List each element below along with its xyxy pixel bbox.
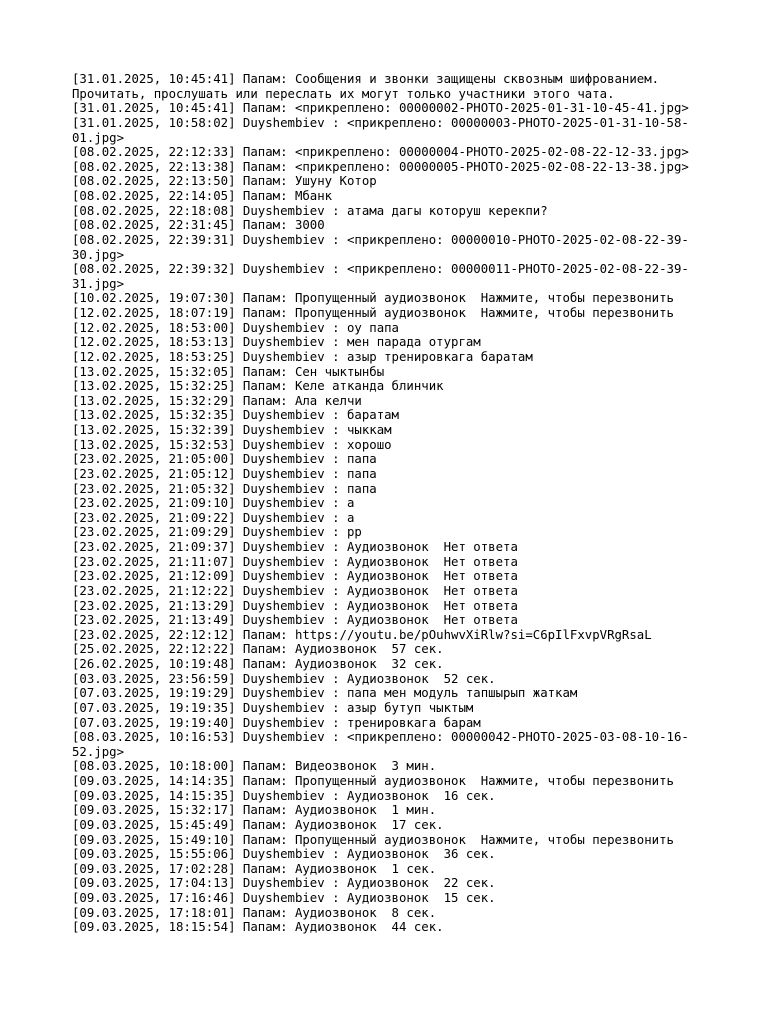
chat-log-line: [23.02.2025, 22:12:12] Папам: https://youtu.be/pOuhwvXiRlw?si=C6pIlFxvpVRgRsaL — [72, 627, 652, 642]
chat-log-line: [23.02.2025, 21:05:12] Duyshembiev : папа — [72, 466, 377, 481]
chat-log-line: [12.02.2025, 18:53:13] Duyshembiev : мен парада отургам — [72, 335, 481, 350]
chat-log-line: [08.02.2025, 22:39:31] Duyshembiev : <прикреплено: 00000010-PHOTO-2025-02-08-22-39- — [72, 232, 689, 247]
chat-log-line: [08.02.2025, 22:12:33] Папам: <прикреплено: 00000004-PHOTO-2025-02-08-22-12-33.jpg> — [72, 145, 689, 160]
chat-log-line: [07.03.2025, 19:19:35] Duyshembiev : азыр бутуп чыктым — [72, 700, 474, 715]
chat-log-line: [09.03.2025, 17:02:28] Папам: Аудиозвонок 1 сек. — [72, 861, 437, 876]
chat-log-line: [23.02.2025, 21:09:10] Duyshembiev : а — [72, 496, 355, 511]
chat-export-page — [72, 72, 712, 935]
chat-log-line: 52.jpg> — [72, 744, 125, 759]
chat-log-line: [09.03.2025, 17:04:13] Duyshembiev : Аудиозвонок 22 сек. — [72, 876, 496, 891]
chat-log-line: [09.03.2025, 17:16:46] Duyshembiev : Аудиозвонок 15 сек. — [72, 891, 496, 905]
chat-log-line: [08.02.2025, 22:14:05] Папам: Мбанк — [72, 189, 333, 203]
chat-log-line: [09.03.2025, 18:15:54] Папам: Аудиозвонок 44 сек. — [72, 920, 444, 935]
chat-log-line: [23.02.2025, 21:13:29] Duyshembiev : Аудиозвонок Нет ответа — [72, 598, 518, 613]
chat-log-line: [08.02.2025, 22:13:50] Папам: Ушуну Котор — [72, 174, 377, 189]
chat-log-line: [23.02.2025, 21:11:07] Duyshembiev : Аудиозвонок Нет ответа — [72, 554, 518, 569]
chat-log-line: Прочитать, прослушать или переслать их могут только участники этого чата. — [72, 86, 615, 101]
chat-log-line: 30.jpg> — [72, 247, 125, 262]
chat-log-line: [09.03.2025, 17:18:01] Папам: Аудиозвонок 8 сек. — [72, 905, 437, 920]
chat-log-line: [09.03.2025, 15:55:06] Duyshembiev : Аудиозвонок 36 сек. — [72, 847, 496, 862]
chat-log-line: [13.02.2025, 15:32:35] Duyshembiev : баратам — [72, 408, 399, 423]
chat-log-line: [25.02.2025, 22:12:22] Папам: Аудиозвонок 57 сек. — [72, 642, 444, 657]
chat-log-line: [13.02.2025, 15:32:29] Папам: Ала келчи — [72, 393, 362, 408]
chat-log-line: [23.02.2025, 21:12:22] Duyshembiev : Аудиозвонок Нет ответа — [72, 583, 518, 598]
chat-log-line: [09.03.2025, 15:49:10] Папам: Пропущенный аудиозвонок Нажмите, чтобы перезвонить — [72, 832, 674, 847]
chat-log-line: [12.02.2025, 18:07:19] Папам: Пропущенный аудиозвонок Нажмите, чтобы перезвонить — [72, 306, 674, 320]
chat-log-line: [31.01.2025, 10:45:41] Папам: Сообщения и звонки защищены сквозным шифрованием. — [72, 72, 660, 86]
chat-log-line: [10.02.2025, 19:07:30] Папам: Пропущенный аудиозвонок Нажмите, чтобы перезвонить — [72, 291, 674, 306]
chat-log-line: [08.02.2025, 22:39:32] Duyshembiev : <прикреплено: 00000011-PHOTO-2025-02-08-22-39- — [72, 262, 689, 277]
chat-log-line: [12.02.2025, 18:53:00] Duyshembiev : оу папа — [72, 320, 399, 335]
chat-log-line: [08.03.2025, 10:16:53] Duyshembiev : <прикреплено: 00000042-PHOTO-2025-03-08-10-16- — [72, 730, 689, 745]
chat-log-line: [09.03.2025, 14:14:35] Папам: Пропущенный аудиозвонок Нажмите, чтобы перезвонить — [72, 774, 674, 788]
chat-log-line: [03.03.2025, 23:56:59] Duyshembiev : Аудиозвонок 52 сек. — [72, 671, 496, 686]
chat-log-line: [23.02.2025, 21:13:49] Duyshembiev : Аудиозвонок Нет ответа — [72, 613, 518, 628]
chat-log-line: [08.03.2025, 10:18:00] Папам: Видеозвонок 3 мин. — [72, 759, 437, 774]
chat-log-line: [13.02.2025, 15:32:39] Duyshembiev : чыккам — [72, 423, 392, 437]
chat-log-line: [23.02.2025, 21:05:32] Duyshembiev : папа — [72, 481, 377, 496]
chat-log-line: [08.02.2025, 22:31:45] Папам: 3000 — [72, 218, 325, 233]
chat-log-line: [08.02.2025, 22:13:38] Папам: <прикреплено: 00000005-PHOTO-2025-02-08-22-13-38.jpg> — [72, 159, 689, 174]
chat-log-line: [13.02.2025, 15:32:53] Duyshembiev : хорошо — [72, 437, 392, 452]
chat-log-line: [23.02.2025, 21:09:22] Duyshembiev : а — [72, 510, 355, 525]
chat-log-line: [31.01.2025, 10:58:02] Duyshembiev : <прикреплено: 00000003-PHOTO-2025-01-31-10-58- — [72, 115, 689, 130]
chat-log-line: [07.03.2025, 19:19:40] Duyshembiev : тренировкага барам — [72, 715, 481, 730]
chat-log-line: [09.03.2025, 15:32:17] Папам: Аудиозвонок 1 мин. — [72, 803, 437, 818]
chat-log-line: 31.jpg> — [72, 276, 125, 291]
chat-log — [72, 72, 712, 935]
chat-log-line: [23.02.2025, 21:05:00] Duyshembiev : папа — [72, 452, 377, 467]
chat-log-line: [13.02.2025, 15:32:25] Папам: Келе атканда блинчик — [72, 379, 444, 394]
chat-log-line: [08.02.2025, 22:18:08] Duyshembiev : атама дагы которуш керекпи? — [72, 203, 548, 218]
chat-log-line: [12.02.2025, 18:53:25] Duyshembiev : азыр тренировкага баратам — [72, 349, 533, 364]
chat-log-line: [23.02.2025, 21:09:37] Duyshembiev : Аудиозвонок Нет ответа — [72, 540, 518, 554]
chat-log-line: [31.01.2025, 10:45:41] Папам: <прикреплено: 00000002-PHOTO-2025-01-31-10-45-41.jpg> — [72, 101, 689, 116]
chat-log-line: [23.02.2025, 21:09:29] Duyshembiev : рр — [72, 525, 362, 540]
chat-log-line: [26.02.2025, 10:19:48] Папам: Аудиозвонок 32 сек. — [72, 657, 444, 671]
chat-log-line: 01.jpg> — [72, 130, 125, 145]
chat-log-line: [09.03.2025, 14:15:35] Duyshembiev : Аудиозвонок 16 сек. — [72, 788, 496, 803]
chat-log-line: [07.03.2025, 19:19:29] Duyshembiev : папа мен модуль тапшырып жаткам — [72, 686, 578, 701]
chat-log-line: [23.02.2025, 21:12:09] Duyshembiev : Аудиозвонок Нет ответа — [72, 569, 518, 584]
chat-log-line: [13.02.2025, 15:32:05] Папам: Сен чыктынбы — [72, 364, 385, 379]
chat-log-line: [09.03.2025, 15:45:49] Папам: Аудиозвонок 17 сек. — [72, 817, 444, 832]
